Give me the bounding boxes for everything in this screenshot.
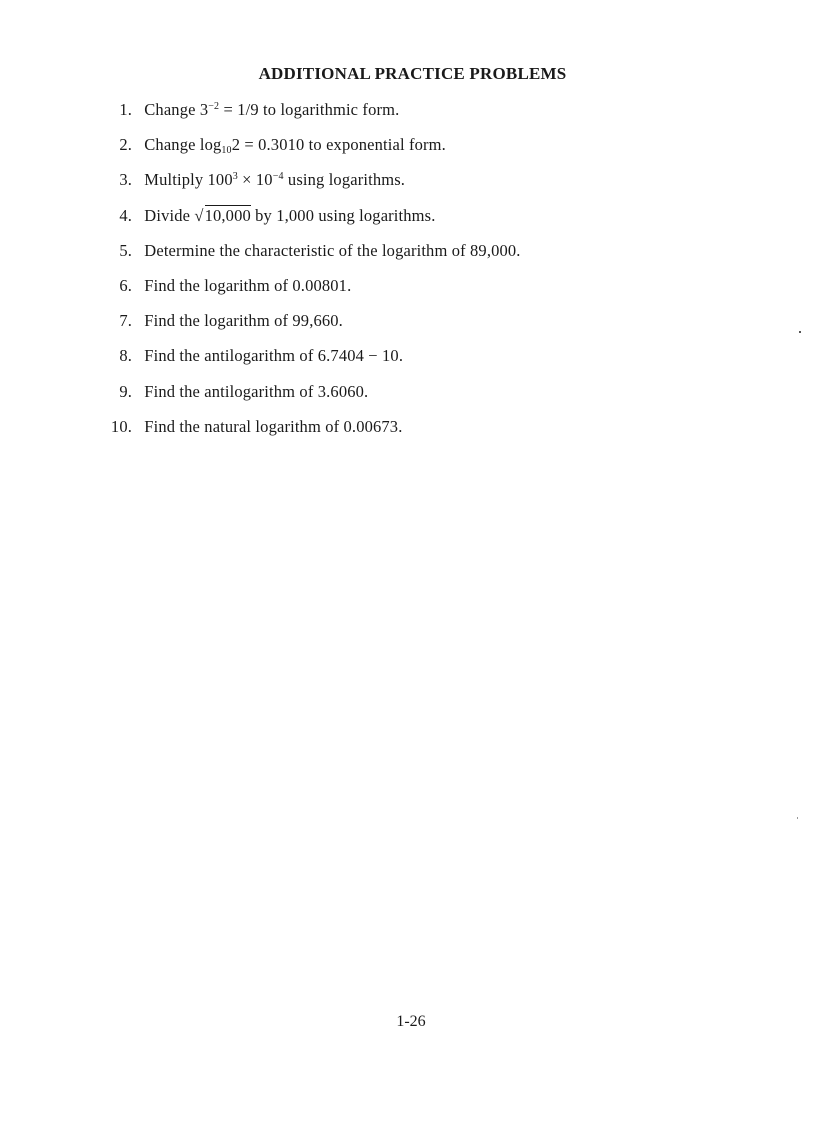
problem-item-6 — [102, 276, 521, 311]
scan-speck — [799, 331, 801, 333]
problem-number: 8. — [119, 346, 132, 366]
page-title: ADDITIONAL PRACTICE PROBLEMS — [258, 64, 567, 83]
problem-text: Find the antilogarithm of 3.6060. — [144, 381, 369, 401]
problem-item-2 — [102, 135, 521, 170]
problem-item-1 — [102, 100, 521, 135]
problem-text: Change $\log_{10}2 = 0.3010$ to exponential form. — [144, 135, 446, 157]
problem-item-9 — [102, 382, 521, 417]
problem-text: Find the logarithm of 0.00801. — [144, 275, 352, 295]
problem-item-8 — [102, 346, 521, 381]
problem-number: 3. — [119, 170, 132, 190]
problem-number: 5. — [119, 240, 132, 260]
problem-number: 1. — [119, 100, 132, 119]
radicand: 10,000 — [204, 205, 251, 225]
problem-number: 9. — [119, 381, 132, 401]
square-root-icon: √ — [194, 205, 204, 225]
page-number: 1-26 — [396, 1013, 426, 1030]
problem-text: Divide √10,000 by 1,000 using logarithms. — [144, 205, 436, 225]
problem-number: 2. — [119, 135, 132, 155]
problem-item-7 — [102, 311, 521, 346]
problem-text: Find the antilogarithm of 6.7404 − 10. — [144, 346, 404, 366]
problem-text: Determine the characteristic of the logarithm of 89,000. — [144, 240, 521, 260]
problem-item-4 — [102, 206, 521, 241]
problem-number: 10. — [110, 416, 132, 436]
problem-text: Multiply $100^3 \times 10^{-4}$ using logarithms. — [144, 170, 406, 190]
problem-text: Find the natural logarithm of 0.00673. — [144, 416, 403, 436]
problem-number: 4. — [119, 205, 132, 225]
problem-text: Find the logarithm of 99,660. — [144, 311, 343, 331]
problem-number: 6. — [119, 275, 132, 295]
problem-item-5 — [102, 241, 521, 276]
problem-number: 7. — [119, 311, 132, 331]
scan-speck — [797, 817, 798, 819]
problem-item-3 — [102, 170, 521, 205]
problem-item-10 — [102, 417, 521, 452]
problem-list — [102, 100, 521, 452]
problem-text: Change $3^{-2} = 1/9$ to logarithmic form. — [144, 100, 400, 119]
